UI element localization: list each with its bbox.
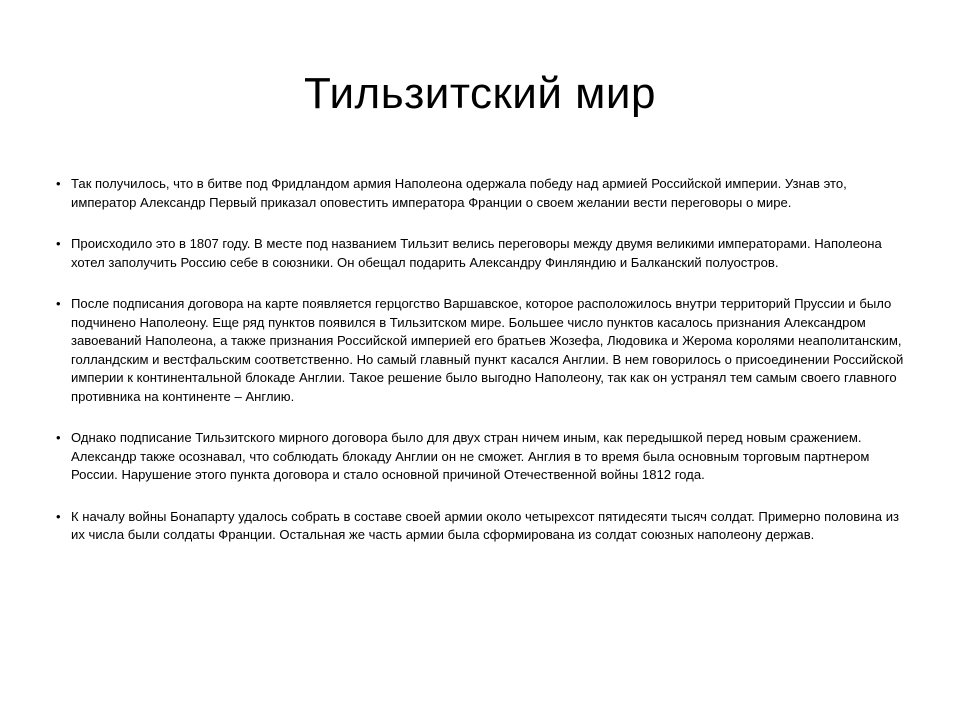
bullet-dot-icon: • bbox=[56, 430, 61, 445]
bullet-text: К началу войны Бонапарту удалось собрать в составе своей армии около четырехсот пятидесяти тысяч солдат. Примерно половина из их числа были солдаты Франции. Остальная же часть армии была сформирована из солдат союзных наполеону держав. bbox=[71, 508, 900, 542]
bullet-item bbox=[56, 175, 906, 212]
bullet-item bbox=[56, 295, 906, 406]
bullet-text: Однако подписание Тильзитского мирного договора было для двух стран ничем иным, как передышкой перед новым сражением. Александр также осознавал, что соблюдать блокаду Англии он не сможет. Англия в то время была основным торговым партнером России. Нарушение этого пункта договора и стало основной причиной Отечественной войны 1812 года. bbox=[71, 430, 870, 482]
bullet-text: Происходило это в 1807 году. В месте под названием Тильзит велись переговоры между двумя великими императорами. Наполеона хотел заполучить Россию себе в союзники. Он обещал подарить Александру Финляндию и Балканский полуостров. bbox=[71, 236, 882, 270]
bullet-item bbox=[56, 429, 906, 485]
bullet-text: Так получилось, что в битве под Фридландом армия Наполеона одержала победу над армией Российской империи. Узнав это, император Александр Первый приказал оповестить императора Франции о своем желании вести переговоры о мире. bbox=[71, 176, 847, 210]
bullet-text: После подписания договора на карте появляется герцогство Варшавское, которое расположилось внутри территорий Пруссии и было подчинено Наполеону. Еще ряд пунктов появился в Тильзитском мире. Большее число пунктов касалось признания Александром завоеваний Наполеона, а также признания Российской империей его братьев Жозефа, Людовика и Жерома королями неаполитанским, голландским и вестфальским соответственно. Но самый главный пункт касался Англии. В нем говорилось о присоединении Российской империи к континентальной блокаде Англии. Такое решение было выгодно Наполеону, так как он устранял тем самым своего главного противника на континенте – Англию. bbox=[71, 296, 904, 404]
bullet-item bbox=[56, 235, 906, 272]
slide-title: Тильзитский мир bbox=[304, 69, 656, 118]
bullet-dot-icon: • bbox=[56, 236, 61, 251]
bullet-dot-icon: • bbox=[56, 296, 61, 311]
bullet-dot-icon: • bbox=[56, 176, 61, 191]
bullet-item bbox=[56, 508, 906, 545]
bullet-dot-icon: • bbox=[56, 508, 61, 524]
bullet-list bbox=[56, 175, 906, 568]
